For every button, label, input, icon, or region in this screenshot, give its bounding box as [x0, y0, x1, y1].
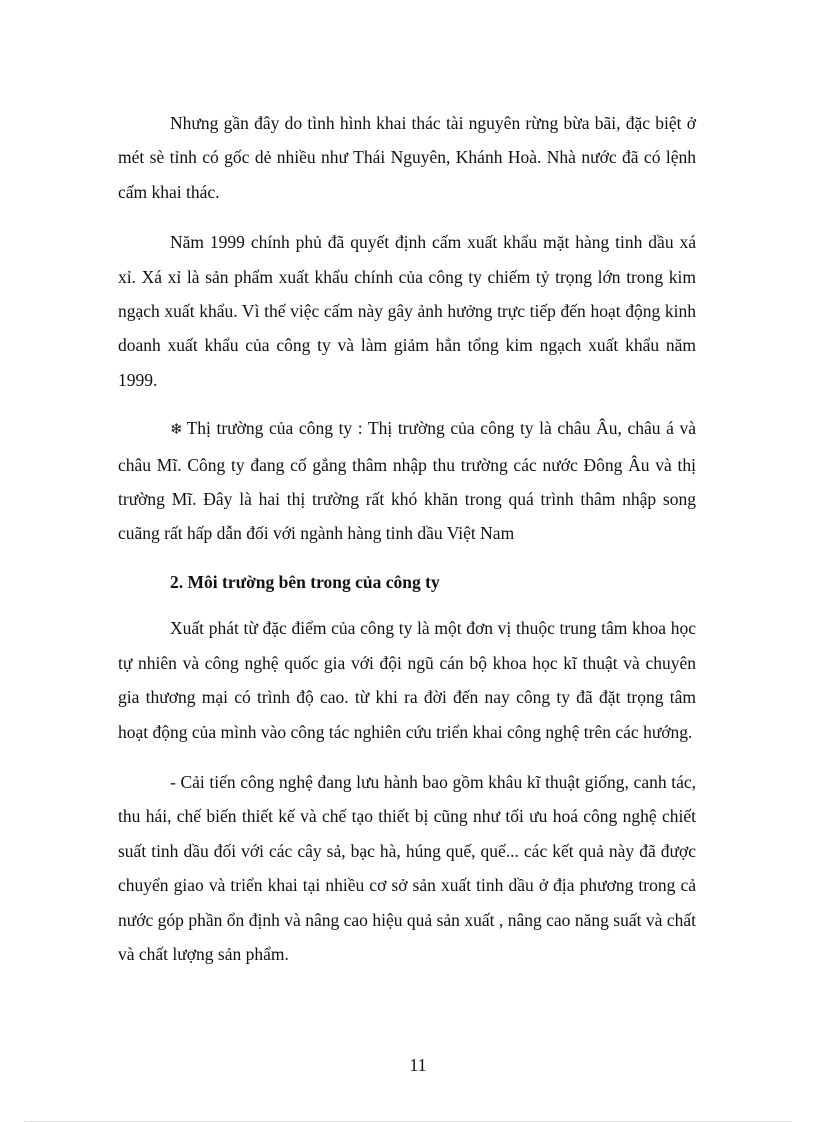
section-heading: 2. Môi trường bên trong của công ty [170, 571, 440, 592]
paragraph-company-market [118, 411, 696, 551]
paragraph-technology-improvement: - Cải tiến công nghệ đang lưu hành bao gồm khâu kĩ thuật giống, canh tác, thu hái, chế biến thiết kế và chế tạo thiết bị cũng như tối ưu hoá công nghệ chiết suất tinh dầu đối với các cây sả, bạc hà, húng quế, quế... các kết quả này đã được chuyển giao và triển khai tại nhiều cơ sở sản xuất tinh dầu ở địa phương trong cả nước góp phần ổn định và nâng cao hiệu quả sản xuất , nâng cao năng suất và chất và chất lượng sản phẩm. [118, 771, 696, 964]
page-bottom-divider [24, 1121, 792, 1122]
paragraph-internal-environment: Xuất phát từ đặc điểm của công ty là một đơn vị thuộc trung tâm khoa học tự nhiên và công nghệ quốc gia với đội ngũ cán bộ khoa học kĩ thuật và chuyên gia thương mại có trình độ cao. từ khi ra đời đến nay công ty đã đặt trọng tâm hoạt động của mình vào công tác nghiên cứu triển khai công nghệ trên các hướng. [118, 618, 696, 742]
paragraph-forest-exploitation: Nhưng gần đây do tình hình khai thác tài nguyên rừng bừa bãi, đặc biệt ở mét sè tỉnh có gốc dẻ nhiều như Thái Nguyên, Khánh Hoà. Nhà nước đã có lệnh cấm khai thác. [118, 113, 696, 202]
paragraph-export-ban: Năm 1999 chính phủ đã quyết định cấm xuất khẩu mặt hàng tinh dầu xá xỉ. Xá xỉ là sản phẩm xuất khẩu chính của công ty chiếm tỷ trọng lớn trong kim ngạch xuất khẩu. Vì thế việc cấm này gây ảnh hưởng trực tiếp đến hoạt động kinh doanh xuất khẩu của công ty và làm giảm hẳn tổng kim ngạch xuất khẩu năm 1999. [118, 232, 696, 390]
page-number: 11 [409, 1055, 427, 1075]
snowflake-icon: ❄ [170, 422, 183, 439]
document-body [118, 106, 696, 971]
paragraph-company-market-text: Thị trường của công ty : Thị trường của công ty là châu Âu, châu á và châu Mĩ. Công ty đang cố gắng thâm nhập thu trường các nước Đông Âu và thị trường Mĩ. Đây là hai thị trường rất khó khăn trong quá trình thâm nhập song cuãng rất hấp dẫn đối với ngành hàng tinh dầu Việt Nam [118, 418, 696, 544]
